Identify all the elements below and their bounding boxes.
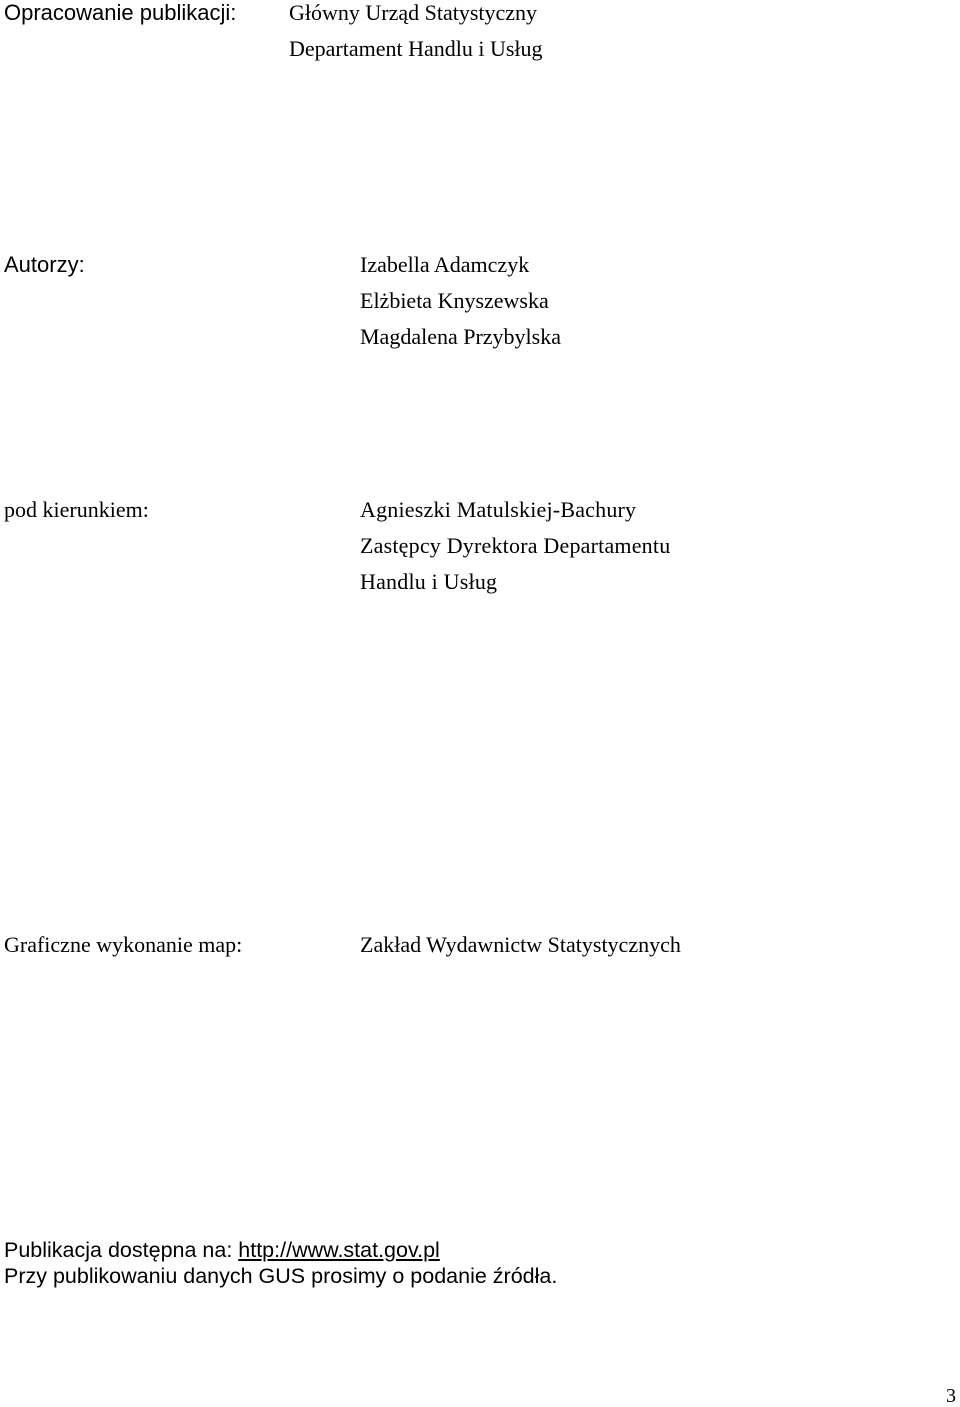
map-graphics-unit: Zakład Wydawnictw Statystycznych [360,932,681,957]
supervisor-department: Handlu i Usług [360,569,498,594]
author-name: Izabella Adamczyk [360,252,530,277]
publication-footer [4,1237,557,1289]
department-name: Departament Handlu i Usług [289,36,543,61]
author-name: Magdalena Przybylska [360,324,561,349]
map-graphics-label: Graficzne wykonanie map: [4,932,243,957]
supervisor-title: Zastępcy Dyrektora Departamentu [360,533,671,558]
publication-prepared-by-label: Opracowanie publikacji: [4,0,237,25]
availability-prefix: Publikacja dostępna na: [4,1238,239,1262]
stat-website-link[interactable]: http://www.stat.gov.pl [238,1238,440,1262]
supervisor-name: Agnieszki Matulskiej-Bachury [360,497,637,522]
map-graphics-values [360,927,681,963]
author-name: Elżbieta Knyszewska [360,288,549,313]
availability-line [4,1237,557,1263]
authors-list [360,247,561,355]
supervision-label: pod kierunkiem: [4,497,149,522]
authors-label: Autorzy: [4,252,85,277]
citation-note: Przy publikowaniu danych GUS prosimy o podanie źródła. [4,1264,558,1288]
supervision-values [360,492,670,600]
page-number: 3 [946,1385,956,1407]
publication-prepared-by-values [289,0,543,67]
institution-name: Główny Urząd Statystyczny [289,0,538,25]
